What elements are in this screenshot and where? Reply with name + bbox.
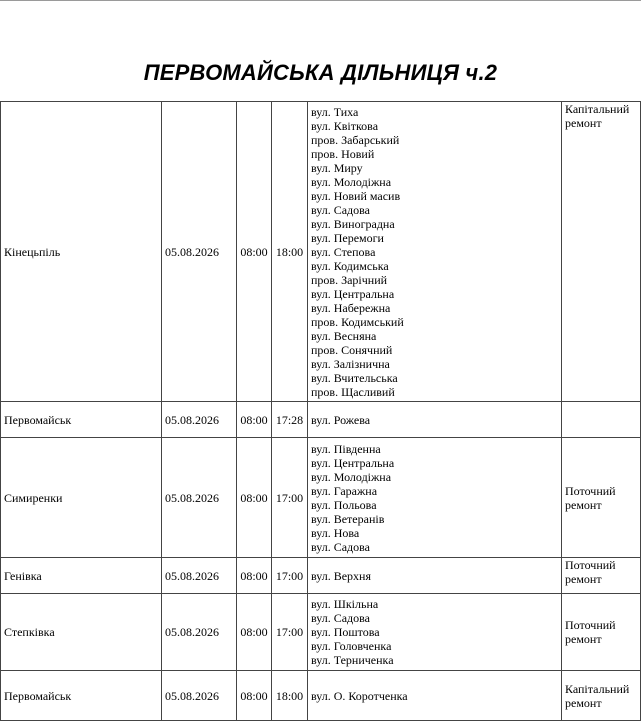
street-item: вул. Центральна (311, 286, 395, 301)
streets-cell (308, 558, 562, 594)
start-time-cell: 08:00 (237, 402, 272, 438)
street-item: вул. Набережна (311, 300, 391, 315)
end-time-cell: 17:00 (272, 558, 308, 594)
work-type-cell: Поточний ремонт (562, 594, 641, 671)
work-type-cell: Капітальний ремонт (562, 671, 641, 721)
streets-cell (308, 402, 562, 438)
date-cell: 05.08.2026 (162, 594, 237, 671)
settlement-cell: Первомайськ (1, 671, 162, 721)
streets-cell (308, 102, 562, 402)
street-item: вул. Кодимська (311, 258, 389, 273)
street-item: вул. Шкільна (311, 597, 379, 611)
end-time-cell: 17:28 (272, 402, 308, 438)
street-item: вул. Квіткова (311, 118, 379, 133)
settlement-cell: Кінецьпіль (1, 102, 162, 402)
street-item: вул. Тиха (311, 104, 359, 119)
street-item: вул. Весняна (311, 328, 377, 343)
street-item: пров. Щасливий (311, 384, 395, 399)
street-item: пров. Зарічний (311, 272, 388, 287)
settlement-cell: Симиренки (1, 438, 162, 558)
street-item: вул. Перемоги (311, 230, 384, 245)
street-item: вул. Гаражна (311, 483, 378, 498)
street-item: пров. Забарський (311, 132, 400, 147)
street-item: вул. Залізнична (311, 356, 390, 371)
street-item: пров. Новий (311, 146, 375, 161)
table-row (1, 671, 641, 721)
street-item: вул. Центральна (311, 455, 395, 470)
work-type-cell: Поточний ремонт (562, 558, 641, 594)
street-item: вул. Садова (311, 202, 370, 217)
street-item: вул. Поштова (311, 625, 380, 639)
settlement-cell: Первомайськ (1, 402, 162, 438)
street-item: вул. Терниченка (311, 653, 394, 667)
street-item: вул. Головченка (311, 639, 392, 653)
end-time-cell: 18:00 (272, 671, 308, 721)
end-time-cell: 17:00 (272, 594, 308, 671)
street-item: вул. Новий масив (311, 188, 401, 203)
start-time-cell: 08:00 (237, 438, 272, 558)
table-row (1, 102, 641, 402)
streets-cell (308, 438, 562, 558)
top-border-line (0, 0, 641, 1)
street-item: вул. Рожева (311, 412, 371, 427)
date-cell: 05.08.2026 (162, 438, 237, 558)
end-time-cell: 18:00 (272, 102, 308, 402)
street-item: вул. Молодіжна (311, 469, 392, 484)
street-item: вул. О. Коротченка (311, 688, 408, 703)
street-item: вул. Садова (311, 611, 370, 625)
table-row (1, 438, 641, 558)
street-item: пров. Сонячний (311, 342, 393, 357)
table-row (1, 558, 641, 594)
start-time-cell: 08:00 (237, 671, 272, 721)
work-type-cell (562, 402, 641, 438)
end-time-cell: 17:00 (272, 438, 308, 558)
start-time-cell: 08:00 (237, 102, 272, 402)
street-item: вул. Виноградна (311, 216, 395, 231)
street-item: вул. Миру (311, 160, 363, 175)
streets-cell (308, 594, 562, 671)
street-item: вул. Степова (311, 244, 376, 259)
work-type-cell: Капітальний ремонт (562, 102, 641, 402)
date-cell: 05.08.2026 (162, 402, 237, 438)
table-row (1, 402, 641, 438)
table-row (1, 594, 641, 671)
date-cell: 05.08.2026 (162, 558, 237, 594)
street-item: вул. Нова (311, 525, 360, 540)
work-type-cell: Поточний ремонт (562, 438, 641, 558)
start-time-cell: 08:00 (237, 558, 272, 594)
street-item: вул. Верхня (311, 568, 371, 583)
streets-cell (308, 671, 562, 721)
date-cell: 05.08.2026 (162, 671, 237, 721)
start-time-cell: 08:00 (237, 594, 272, 671)
date-cell: 05.08.2026 (162, 102, 237, 402)
street-item: вул. Молодіжна (311, 174, 392, 189)
street-item: вул. Садова (311, 539, 370, 554)
street-item: пров. Кодимський (311, 314, 404, 329)
street-item: вул. Польова (311, 497, 377, 512)
page-title: ПЕРВОМАЙСЬКА ДІЛЬНИЦЯ ч.2 (143, 60, 498, 85)
settlement-cell: Степківка (1, 594, 162, 671)
settlement-cell: Генівка (1, 558, 162, 594)
street-item: вул. Ветеранів (311, 511, 385, 526)
street-item: вул. Вчительська (311, 370, 398, 385)
street-item: вул. Південна (311, 441, 381, 456)
outage-schedule-table (0, 101, 641, 721)
